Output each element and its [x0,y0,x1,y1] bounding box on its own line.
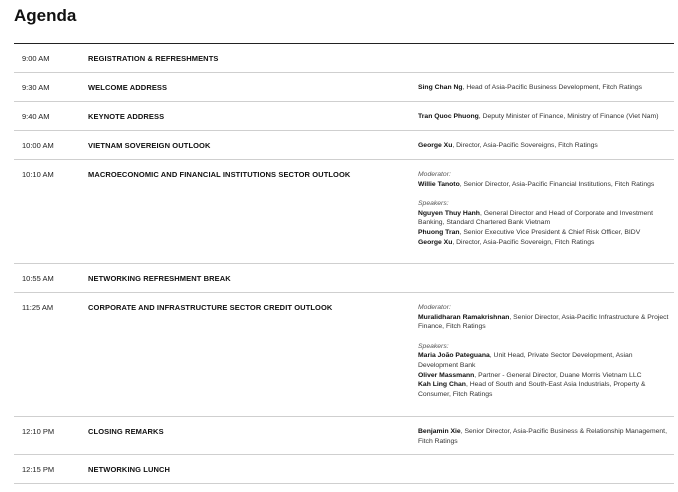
session-title: CLOSING REMARKS [88,427,164,436]
speakers-label: Speakers: [418,342,449,350]
speaker [418,228,670,238]
session-time: 9:30 AM [22,83,50,92]
session-details [418,427,670,446]
speaker-role: , Head of South and South-East Asia Industrials, Property & Consumer, Fitch Ratings [418,381,646,398]
session-title: REGISTRATION & REFRESHMENTS [88,54,219,63]
speaker-role: , Unit Head, Private Sector Development, Asian Development Bank [418,352,633,369]
agenda-row [14,417,674,455]
moderator-name: Willie Tanoto [418,180,460,188]
agenda-row [14,264,674,293]
speaker [418,141,670,151]
agenda-row [14,73,674,102]
speaker [418,380,670,399]
agenda-row [14,455,674,484]
speaker [418,351,670,370]
speaker [418,83,670,93]
speaker-role: , Senior Director, Asia-Pacific Business & Relationship Management, Fitch Ratings [418,428,667,445]
session-time: 10:55 AM [22,274,54,283]
speaker-name: George Xu [418,238,453,246]
speaker [418,112,670,122]
speaker-role: , General Director and Head of Corporate and Investment Banking, Standard Chartered Bank Vietnam [418,209,653,227]
moderator-role: , Senior Director, Asia-Pacific Infrastructure & Project Finance, Fitch Ratings [418,313,669,331]
session-title: WELCOME ADDRESS [88,83,168,92]
speaker-name: George Xu [418,142,453,149]
session-details [418,112,670,122]
session-title: CORPORATE AND INFRASTRUCTURE SECTOR CREDIT OUTLOOK [88,303,333,312]
agenda-row [14,44,674,73]
speaker-name: Benjamin Xie [418,428,461,435]
speaker-name: Sing Chan Ng [418,84,463,91]
session-time: 12:10 PM [22,427,55,436]
agenda-row [14,160,674,264]
spacer [418,189,670,199]
session-time: 11:25 AM [22,303,54,312]
session-details [418,170,670,247]
moderator [418,180,670,190]
speaker-name: Phuong Tran [418,228,460,236]
speaker-name: Nguyen Thuy Hanh [418,209,480,217]
session-details [418,83,670,93]
session-time: 10:10 AM [22,170,54,179]
speaker-role: , Deputy Minister of Finance, Ministry of Finance (Viet Nam) [478,113,659,120]
speaker [418,427,670,446]
agenda-row [14,102,674,131]
page-title: Agenda [14,6,77,25]
session-time: 12:15 PM [22,465,55,474]
agenda-row [14,131,674,160]
moderator-label: Moderator: [418,171,451,178]
speaker [418,371,670,381]
speaker [418,238,670,248]
session-title: NETWORKING LUNCH [88,465,171,474]
speaker-role: , Director, Asia-Pacific Sovereigns, Fitch Ratings [452,142,598,149]
moderator [418,313,670,332]
moderator-name: Muralidharan Ramakrishnan [418,313,510,321]
moderator-role: , Senior Director, Asia-Pacific Financial Institutions, Fitch Ratings [459,180,655,188]
speaker-name: Oliver Massmann [418,371,475,379]
speaker-role: , Partner - General Director, Duane Morris Vietnam LLC [474,371,642,379]
session-title: KEYNOTE ADDRESS [88,112,165,121]
session-title: VIETNAM SOVEREIGN OUTLOOK [88,141,211,150]
session-time: 10:00 AM [22,141,54,150]
spacer [418,332,670,342]
session-time: 9:00 AM [22,54,50,63]
speaker [418,209,670,228]
speaker-name: Tran Quoc Phuong [418,113,479,120]
session-title: NETWORKING REFRESHMENT BREAK [88,274,231,283]
agenda-row [14,293,674,417]
speaker-role: , Senior Executive Vice President & Chief Risk Officer, BIDV [459,228,641,236]
session-title: MACROECONOMIC AND FINANCIAL INSTITUTIONS SECTOR OUTLOOK [88,170,351,179]
speaker-name: Maria João Pateguana [418,352,490,360]
speakers-label: Speakers: [418,200,449,208]
speaker-name: Kah Ling Chan [418,381,466,389]
session-details [418,141,670,151]
session-time: 9:40 AM [22,112,50,121]
speaker-role: , Director, Asia-Pacific Sovereign, Fitch Ratings [452,238,595,246]
speaker-role: , Head of Asia-Pacific Business Development, Fitch Ratings [462,84,643,91]
moderator-label: Moderator: [418,304,451,311]
session-details [418,303,670,399]
